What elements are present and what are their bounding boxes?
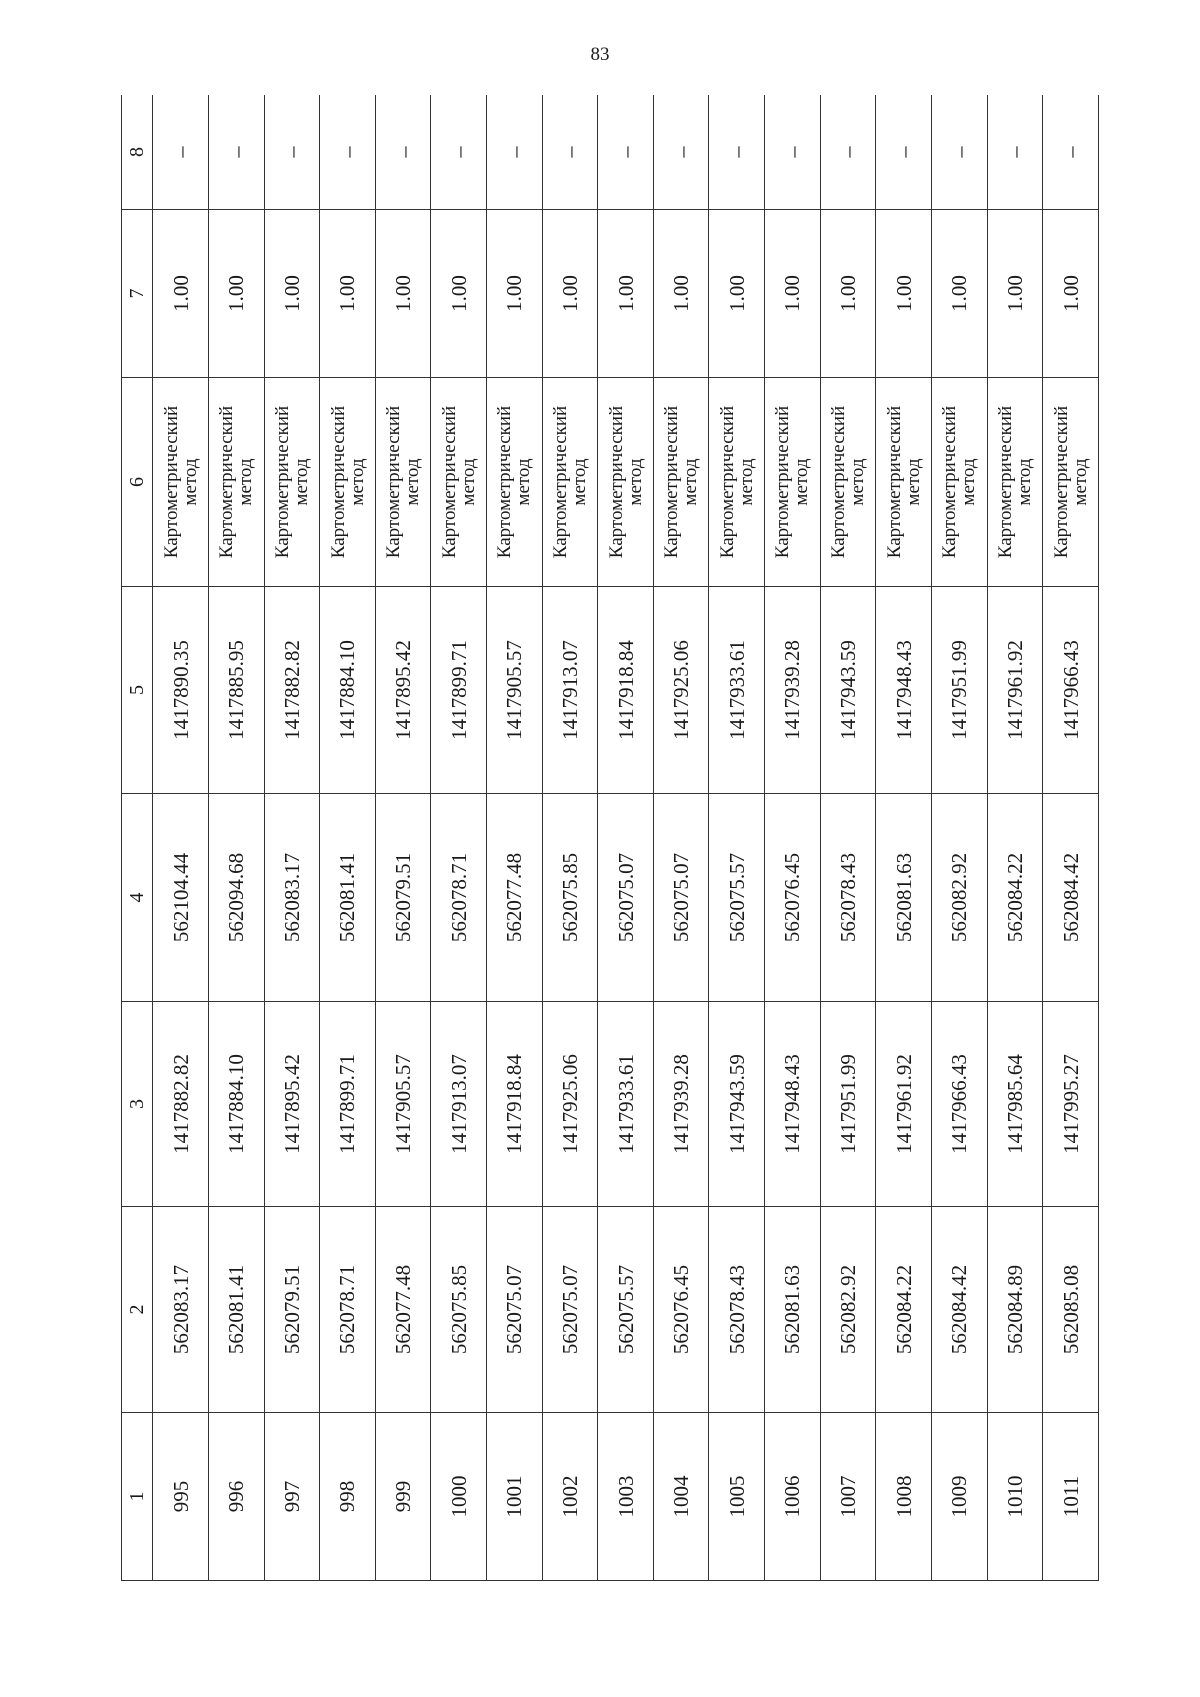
table-row: [208, 95, 264, 1581]
column-header-6: 6: [122, 378, 153, 587]
note-cell: –: [1043, 95, 1099, 210]
note-cell: –: [876, 95, 932, 210]
accuracy-cell: 1.00: [709, 210, 765, 378]
coordinates-table: [121, 95, 1099, 1581]
accuracy-cell: 1.00: [876, 210, 932, 378]
accuracy-cell: 1.00: [487, 210, 543, 378]
x-start-cell: 562083.17: [153, 1207, 209, 1413]
point-number-cell: 1004: [653, 1413, 709, 1581]
x-end-cell: 562079.51: [375, 794, 431, 1002]
x-start-cell: 562078.71: [320, 1207, 376, 1413]
y-end-cell: 1417895.42: [375, 587, 431, 794]
accuracy-cell: 1.00: [1043, 210, 1099, 378]
table-row: [1043, 95, 1099, 1581]
y-end-cell: 1417885.95: [208, 587, 264, 794]
note-cell: –: [598, 95, 654, 210]
method-cell: Картометрический метод: [876, 378, 932, 587]
x-end-cell: 562078.71: [431, 794, 487, 1002]
y-start-cell: 1417905.57: [375, 1002, 431, 1207]
x-end-cell: 562081.41: [320, 794, 376, 1002]
table-row: [709, 95, 765, 1581]
y-start-cell: 1417913.07: [431, 1002, 487, 1207]
y-end-cell: 1417913.07: [542, 587, 598, 794]
accuracy-cell: 1.00: [375, 210, 431, 378]
point-number-cell: 1006: [765, 1413, 821, 1581]
accuracy-cell: 1.00: [765, 210, 821, 378]
table-row: [765, 95, 821, 1581]
x-start-cell: 562075.57: [598, 1207, 654, 1413]
x-start-cell: 562076.45: [653, 1207, 709, 1413]
point-number-cell: 1009: [931, 1413, 987, 1581]
x-start-cell: 562084.89: [987, 1207, 1043, 1413]
table-header-row: [122, 95, 153, 1581]
table-body: [122, 95, 1099, 1581]
method-cell: Картометрический метод: [208, 378, 264, 587]
table-row: [987, 95, 1043, 1581]
x-end-cell: 562084.42: [1043, 794, 1099, 1002]
x-end-cell: 562094.68: [208, 794, 264, 1002]
y-start-cell: 1417884.10: [208, 1002, 264, 1207]
y-end-cell: 1417939.28: [765, 587, 821, 794]
note-cell: –: [653, 95, 709, 210]
accuracy-cell: 1.00: [542, 210, 598, 378]
x-start-cell: 562081.41: [208, 1207, 264, 1413]
x-end-cell: 562076.45: [765, 794, 821, 1002]
method-cell: Картометрический метод: [709, 378, 765, 587]
x-start-cell: 562075.85: [431, 1207, 487, 1413]
accuracy-cell: 1.00: [208, 210, 264, 378]
y-end-cell: 1417884.10: [320, 587, 376, 794]
method-cell: Картометрический метод: [320, 378, 376, 587]
point-number-cell: 997: [264, 1413, 320, 1581]
note-cell: –: [709, 95, 765, 210]
y-end-cell: 1417905.57: [487, 587, 543, 794]
y-start-cell: 1417918.84: [487, 1002, 543, 1207]
y-start-cell: 1417925.06: [542, 1002, 598, 1207]
x-end-cell: 562084.22: [987, 794, 1043, 1002]
accuracy-cell: 1.00: [431, 210, 487, 378]
table-row: [320, 95, 376, 1581]
method-cell: Картометрический метод: [931, 378, 987, 587]
point-number-cell: 999: [375, 1413, 431, 1581]
note-cell: –: [542, 95, 598, 210]
x-start-cell: 562084.42: [931, 1207, 987, 1413]
point-number-cell: 1003: [598, 1413, 654, 1581]
x-start-cell: 562077.48: [375, 1207, 431, 1413]
table-row: [431, 95, 487, 1581]
y-end-cell: 1417966.43: [1043, 587, 1099, 794]
x-end-cell: 562075.57: [709, 794, 765, 1002]
note-cell: –: [431, 95, 487, 210]
y-start-cell: 1417939.28: [653, 1002, 709, 1207]
y-end-cell: 1417948.43: [876, 587, 932, 794]
method-cell: Картометрический метод: [653, 378, 709, 587]
x-start-cell: 562082.92: [820, 1207, 876, 1413]
point-number-cell: 1008: [876, 1413, 932, 1581]
table-row: [598, 95, 654, 1581]
point-number-cell: 1000: [431, 1413, 487, 1581]
point-number-cell: 1001: [487, 1413, 543, 1581]
column-header-5: 5: [122, 587, 153, 794]
note-cell: –: [820, 95, 876, 210]
accuracy-cell: 1.00: [931, 210, 987, 378]
y-end-cell: 1417918.84: [598, 587, 654, 794]
column-header-4: 4: [122, 794, 153, 1002]
y-start-cell: 1417995.27: [1043, 1002, 1099, 1207]
method-cell: Картометрический метод: [375, 378, 431, 587]
y-start-cell: 1417966.43: [931, 1002, 987, 1207]
column-header-8: 8: [122, 95, 153, 210]
method-cell: Картометрический метод: [598, 378, 654, 587]
table-row: [153, 95, 209, 1581]
coordinates-table-frame: [121, 95, 1099, 1581]
note-cell: –: [931, 95, 987, 210]
method-cell: Картометрический метод: [820, 378, 876, 587]
table-row: [375, 95, 431, 1581]
y-start-cell: 1417943.59: [709, 1002, 765, 1207]
point-number-cell: 998: [320, 1413, 376, 1581]
point-number-cell: 1010: [987, 1413, 1043, 1581]
column-header-1: 1: [122, 1413, 153, 1581]
x-start-cell: 562081.63: [765, 1207, 821, 1413]
point-number-cell: 1011: [1043, 1413, 1099, 1581]
accuracy-cell: 1.00: [264, 210, 320, 378]
note-cell: –: [153, 95, 209, 210]
y-start-cell: 1417951.99: [820, 1002, 876, 1207]
x-end-cell: 562081.63: [876, 794, 932, 1002]
y-end-cell: 1417890.35: [153, 587, 209, 794]
accuracy-cell: 1.00: [653, 210, 709, 378]
x-end-cell: 562078.43: [820, 794, 876, 1002]
method-cell: Картометрический метод: [264, 378, 320, 587]
y-start-cell: 1417895.42: [264, 1002, 320, 1207]
note-cell: –: [320, 95, 376, 210]
point-number-cell: 1002: [542, 1413, 598, 1581]
method-cell: Картометрический метод: [153, 378, 209, 587]
table-row: [653, 95, 709, 1581]
table-row: [931, 95, 987, 1581]
y-end-cell: 1417943.59: [820, 587, 876, 794]
y-start-cell: 1417899.71: [320, 1002, 376, 1207]
x-end-cell: 562104.44: [153, 794, 209, 1002]
y-end-cell: 1417882.82: [264, 587, 320, 794]
y-start-cell: 1417948.43: [765, 1002, 821, 1207]
x-end-cell: 562075.07: [653, 794, 709, 1002]
x-end-cell: 562082.92: [931, 794, 987, 1002]
x-end-cell: 562075.85: [542, 794, 598, 1002]
accuracy-cell: 1.00: [820, 210, 876, 378]
note-cell: –: [487, 95, 543, 210]
x-end-cell: 562077.48: [487, 794, 543, 1002]
x-end-cell: 562075.07: [598, 794, 654, 1002]
x-start-cell: 562075.07: [487, 1207, 543, 1413]
method-cell: Картометрический метод: [431, 378, 487, 587]
point-number-cell: 1007: [820, 1413, 876, 1581]
x-start-cell: 562084.22: [876, 1207, 932, 1413]
point-number-cell: 996: [208, 1413, 264, 1581]
method-cell: Картометрический метод: [1043, 378, 1099, 587]
x-start-cell: 562085.08: [1043, 1207, 1099, 1413]
accuracy-cell: 1.00: [320, 210, 376, 378]
accuracy-cell: 1.00: [153, 210, 209, 378]
y-end-cell: 1417951.99: [931, 587, 987, 794]
method-cell: Картометрический метод: [542, 378, 598, 587]
method-cell: Картометрический метод: [487, 378, 543, 587]
y-end-cell: 1417899.71: [431, 587, 487, 794]
coordinates-table-rotated: [121, 95, 1099, 1581]
table-row: [820, 95, 876, 1581]
x-start-cell: 562078.43: [709, 1207, 765, 1413]
y-end-cell: 1417933.61: [709, 587, 765, 794]
y-start-cell: 1417882.82: [153, 1002, 209, 1207]
note-cell: –: [208, 95, 264, 210]
note-cell: –: [765, 95, 821, 210]
y-start-cell: 1417933.61: [598, 1002, 654, 1207]
method-cell: Картометрический метод: [987, 378, 1043, 587]
table-row: [542, 95, 598, 1581]
page-number: 83: [590, 44, 610, 65]
note-cell: –: [264, 95, 320, 210]
table-row: [264, 95, 320, 1581]
y-start-cell: 1417961.92: [876, 1002, 932, 1207]
y-end-cell: 1417961.92: [987, 587, 1043, 794]
column-header-7: 7: [122, 210, 153, 378]
column-header-2: 2: [122, 1207, 153, 1413]
x-start-cell: 562079.51: [264, 1207, 320, 1413]
table-row: [487, 95, 543, 1581]
point-number-cell: 995: [153, 1413, 209, 1581]
method-cell: Картометрический метод: [765, 378, 821, 587]
note-cell: –: [375, 95, 431, 210]
x-end-cell: 562083.17: [264, 794, 320, 1002]
point-number-cell: 1005: [709, 1413, 765, 1581]
y-end-cell: 1417925.06: [653, 587, 709, 794]
note-cell: –: [987, 95, 1043, 210]
x-start-cell: 562075.07: [542, 1207, 598, 1413]
accuracy-cell: 1.00: [598, 210, 654, 378]
y-start-cell: 1417985.64: [987, 1002, 1043, 1207]
column-header-3: 3: [122, 1002, 153, 1207]
table-row: [876, 95, 932, 1581]
accuracy-cell: 1.00: [987, 210, 1043, 378]
